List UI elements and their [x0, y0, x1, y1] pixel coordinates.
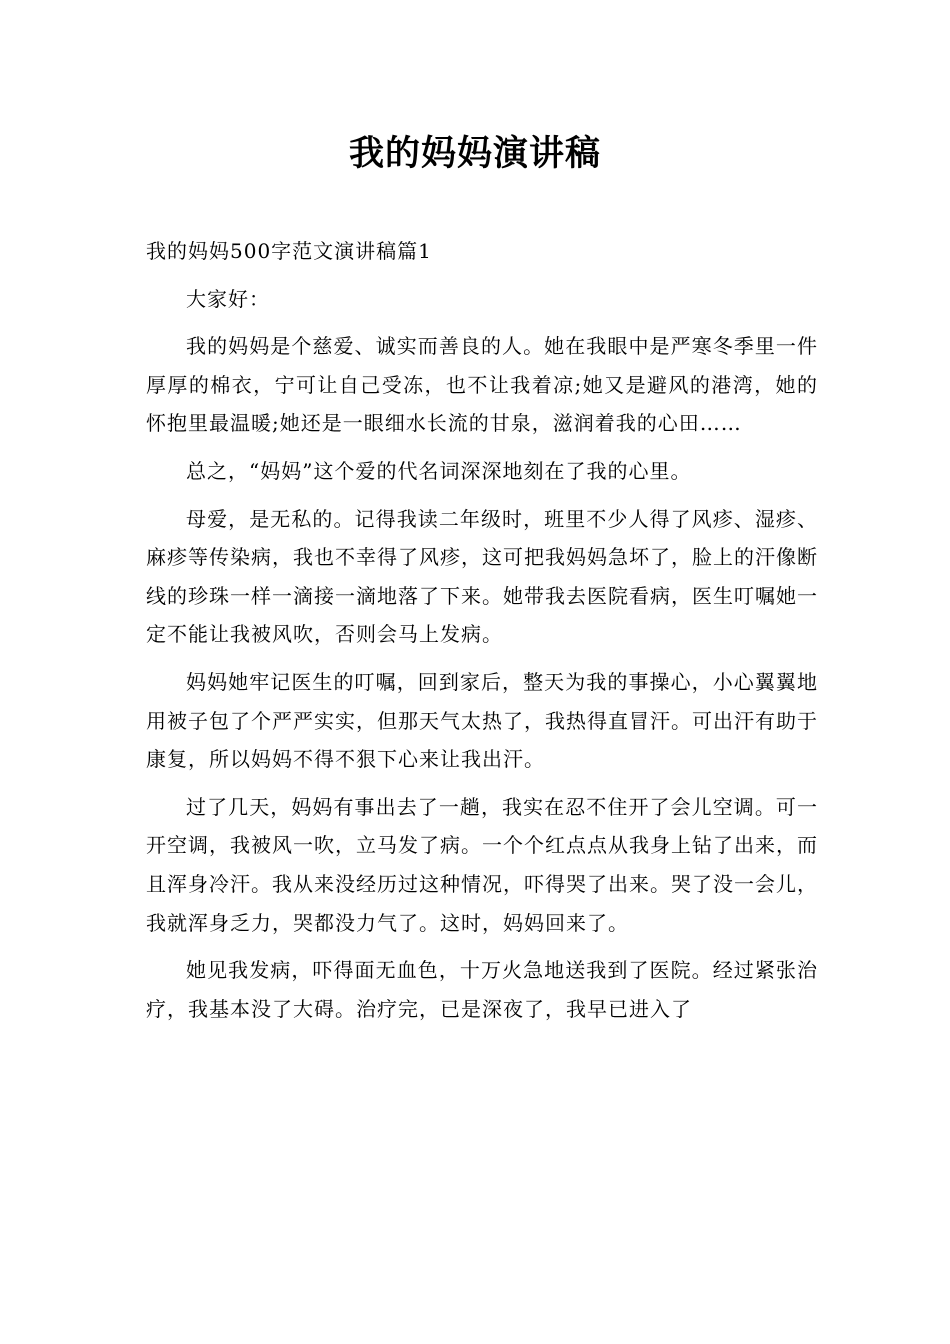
paragraph-2: 总之，“妈妈”这个爱的代名词深深地刻在了我的心里。 [186, 458, 692, 483]
paragraph-3: 母爱，是无私的。记得我读二年级时，班里不少人得了风疹、湿疹、麻疹等传染病，我也不幸得了风疹，这可把我妈妈急坏了，脸上的汗像断线的珍珠一样一滴接一滴地落了下来。她带我去医院看病，医生叮嘱她一定不能让我被风吹，否则会马上发病。 [146, 506, 818, 647]
paragraph-greeting: 大家好： [186, 286, 270, 311]
paragraph-1: 我的妈妈是个慈爱、诚实而善良的人。她在我眼中是严寒冬季里一件厚厚的棉衣，宁可让自己受冻，也不让我着凉;她又是避风的港湾，她的怀抱里最温暖;她还是一眼细水长流的甘泉，滋润着我的心田…… [146, 334, 818, 436]
document-body [146, 232, 818, 1037]
paragraph-6: 她见我发病，吓得面无血色，十万火急地送我到了医院。经过紧张治疗，我基本没了大碍。治疗完，已是深夜了，我早已进入了 [146, 958, 818, 1021]
paragraph-5: 过了几天，妈妈有事出去了一趟，我实在忍不住开了会儿空调。可一开空调，我被风一吹，立马发了病。一个个红点点从我身上钻了出来，而且浑身冷汗。我从来没经历过这种情况，吓得哭了出来。哭了没一会儿，我就浑身乏力，哭都没力气了。这时，妈妈回来了。 [146, 794, 818, 935]
section-heading: 我的妈妈500字范文演讲稿篇1 [146, 239, 432, 263]
document-title: 我的妈妈演讲稿 [348, 133, 601, 174]
paragraph-4: 妈妈她牢记医生的叮嘱，回到家后，整天为我的事操心，小心翼翼地用被子包了个严严实实，但那天气太热了，我热得直冒汗。可出汗有助于康复，所以妈妈不得不狠下心来让我出汗。 [146, 669, 818, 772]
